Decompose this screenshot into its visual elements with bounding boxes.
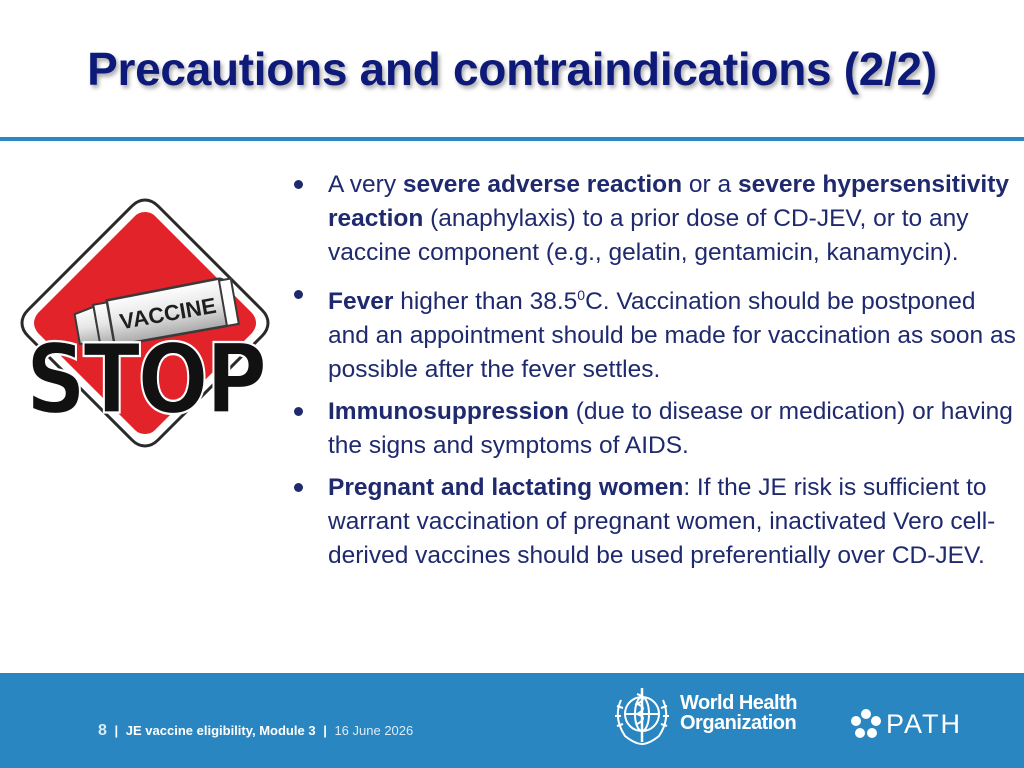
footer-info <box>98 722 413 740</box>
stop-vaccine-icon <box>16 194 274 452</box>
footer-separator: | <box>114 723 119 738</box>
footer-date: 16 June 2026 <box>334 723 414 738</box>
bullet-bold-text: severe adverse reaction <box>402 171 683 198</box>
bullet-text: (due to disease or medication) or having the signs and symptoms of AIDS. <box>328 398 1013 459</box>
bullet-bold-text: Immunosuppression <box>328 398 569 425</box>
module-name: JE vaccine eligibility, Module 3 <box>125 723 316 738</box>
bullet-text: or a <box>682 171 738 198</box>
bullet-text: C. Vaccination should be postponed and an appointment should be made for vaccination as soon as possible after the fever settles. <box>328 288 1016 383</box>
path-wordmark: PATH <box>886 709 963 739</box>
title-divider <box>0 137 1024 141</box>
bullet-list <box>290 168 1020 581</box>
bullet-item <box>290 278 1020 387</box>
bullet-bold-text: Fever <box>328 288 394 315</box>
bullet-dot-icon <box>294 180 303 189</box>
bullet-item <box>290 471 1020 573</box>
bullet-item <box>290 168 1020 270</box>
bullet-text: A very <box>328 171 403 198</box>
footer-separator: | <box>323 723 327 738</box>
bullet-dot-icon <box>294 290 303 299</box>
bullet-item <box>290 395 1020 463</box>
who-line-1: World Health <box>680 692 797 714</box>
bullet-dot-icon <box>294 483 303 492</box>
bullet-bold-text: severe hypersensitivity reaction <box>328 171 1009 232</box>
bullet-text: (anaphylaxis) to a prior dose of CD-JEV, or to any vaccine component (e.g., gelatin, gentamicin, kanamycin). <box>328 205 969 266</box>
who-line-2: Organization <box>680 712 797 734</box>
sign-stop-text: STOP <box>25 323 265 436</box>
sign-vaccine-label: VACCINE <box>117 292 219 335</box>
page-number: 8 <box>98 722 107 739</box>
bullet-text: higher than 38.5 <box>393 288 578 315</box>
bullet-dot-icon <box>294 407 303 416</box>
who-wordmark <box>680 693 797 733</box>
bullet-bold-text: Pregnant and lactating women <box>328 474 684 501</box>
path-logo-icon <box>850 708 882 740</box>
bullet-text: : If the JE risk is sufficient to warrant vaccination of pregnant women, inactivated Vero cell-derived vaccines should be used preferentially over CD-JEV. <box>328 474 996 569</box>
slide-title: Precautions and contraindications (2/2) <box>87 43 937 95</box>
degree-superscript: 0 <box>577 287 586 303</box>
who-emblem-icon <box>607 684 677 748</box>
